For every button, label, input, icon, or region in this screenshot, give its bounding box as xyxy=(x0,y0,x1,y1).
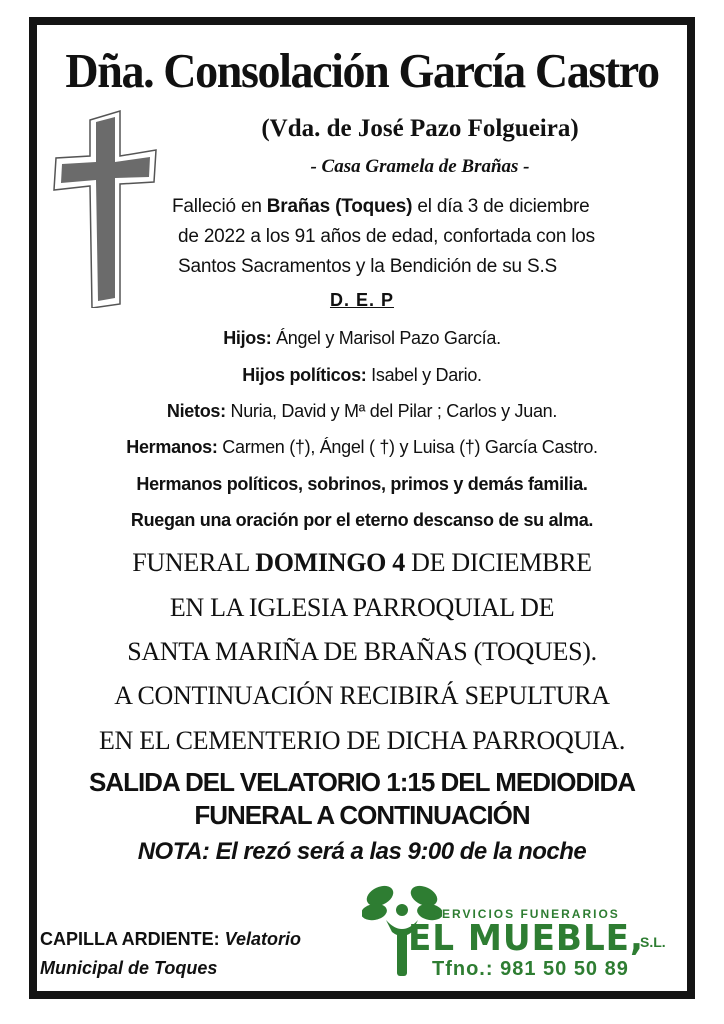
logo-name: EL MUEBLE, xyxy=(408,918,644,959)
logo-tagline: SERVICIOS FUNERARIOS xyxy=(432,907,620,921)
family-children-in-law: Hijos políticos: Isabel y Dario. xyxy=(242,365,482,385)
house-name: - Casa Gramela de Brañas - xyxy=(310,156,530,177)
funeral-following: FUNERAL A CONTINUACIÓN xyxy=(194,800,530,830)
family-siblings: Hermanos: Carmen (†), Ángel ( †) y Luisa (†) García Castro. xyxy=(126,437,598,457)
funeral-line-4: A CONTINUACIÓN RECIBIRÁ SEPULTURA xyxy=(114,681,610,710)
rosary-note: NOTA: El rezó será a las 9:00 de la noche xyxy=(137,838,587,865)
other-family: Hermanos políticos, sobrinos, primos y demás familia. xyxy=(136,474,588,494)
death-line-2: de 2022 a los 91 años de edad, confortada con los xyxy=(178,226,595,247)
dep-text: D. E. P xyxy=(329,290,394,310)
funeral-line-3: SANTA MARIÑA DE BRAÑAS (TOQUES). xyxy=(127,637,597,666)
family-grandchildren: Nietos: Nuria, David y Mª del Pilar ; Carlos y Juan. xyxy=(166,401,558,421)
chapel-line-1: CAPILLA ARDIENTE: Velatorio xyxy=(40,929,302,949)
cross-icon xyxy=(52,108,158,308)
prayer-request: Ruegan una oración por el eterno descanso de su alma. xyxy=(130,510,594,530)
funeral-line-2: EN LA IGLESIA PARROQUIAL DE xyxy=(169,593,555,622)
family-children: Hijos: Ángel y Marisol Pazo García. xyxy=(223,328,501,348)
death-line-1: Falleció en Brañas (Toques) el día 3 de diciembre xyxy=(172,196,590,217)
funeral-line-1: FUNERAL DOMINGO 4 DE DICIEMBRE xyxy=(132,548,592,577)
deceased-name: Dña. Consolación García Castro xyxy=(65,43,659,98)
funeral-line-5: EN EL CEMENTERIO DE DICHA PARROQUIA. xyxy=(98,726,626,755)
widow-of: (Vda. de José Pazo Folgueira) xyxy=(261,115,579,142)
wake-departure: SALIDA DEL VELATORIO 1:15 DEL MEDIODIDA xyxy=(88,767,636,797)
logo-phone: Tfno.: 981 50 50 89 xyxy=(432,958,629,980)
death-line-3: Santos Sacramentos y la Bendición de su S.S xyxy=(178,256,558,277)
chapel-line-2: Municipal de Toques xyxy=(40,958,218,978)
logo-company-type: S.L. xyxy=(640,934,666,950)
